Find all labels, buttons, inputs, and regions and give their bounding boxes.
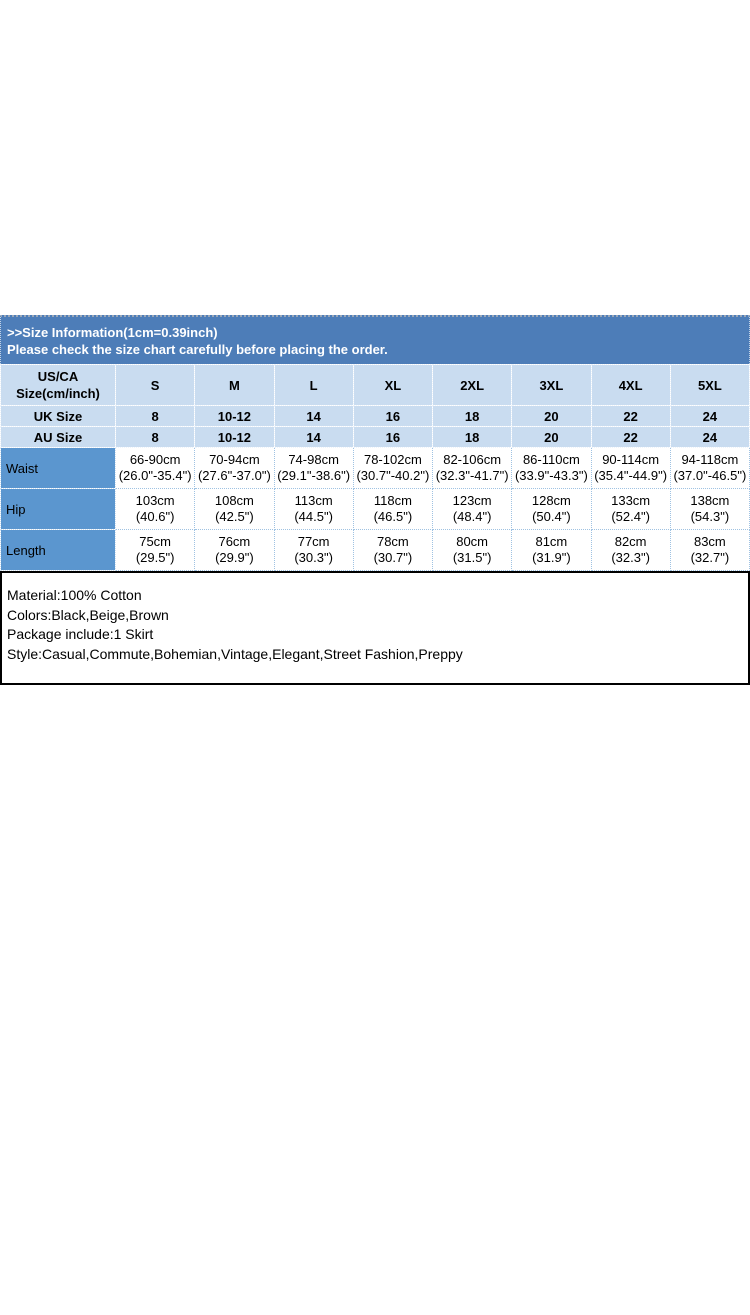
- measure-value-cm: 75cm: [139, 534, 172, 549]
- uk-size-label: UK Size: [1, 406, 116, 427]
- uk-size-row: [1, 406, 750, 427]
- au-size-value: 24: [670, 427, 749, 448]
- size-table: [0, 364, 750, 571]
- measure-value-cell: [274, 448, 353, 489]
- measure-value-cell: [195, 489, 274, 530]
- size-column-header: M: [195, 365, 274, 406]
- measure-value-cell: [116, 530, 195, 571]
- measure-value-cm: 78-102cm: [363, 452, 422, 467]
- uk-size-value: 18: [433, 406, 512, 427]
- uk-size-value: 22: [591, 406, 670, 427]
- measure-value-cm: 80cm: [456, 534, 489, 549]
- measure-value-inch: (29.1"-38.6"): [277, 468, 351, 483]
- measure-value-cell: [195, 530, 274, 571]
- detail-line-material: Material:100% Cotton: [7, 587, 142, 603]
- measure-value-inch: (30.7"): [373, 550, 413, 565]
- au-size-value: 20: [512, 427, 591, 448]
- measure-value-inch: (42.5"): [215, 509, 254, 524]
- measure-value-cm: 103cm: [135, 493, 175, 508]
- measure-value-cm: 108cm: [214, 493, 254, 508]
- measure-value-inch: (33.9"-43.3"): [514, 468, 588, 483]
- measure-row-hip: [1, 489, 750, 530]
- measure-label: Length: [1, 530, 116, 571]
- measure-value-cell: [591, 489, 670, 530]
- measure-row-waist: [1, 448, 750, 489]
- measure-value-cell: [670, 530, 749, 571]
- product-details-box: [0, 571, 750, 685]
- measure-value-cm: 66-90cm: [129, 452, 181, 467]
- measure-value-inch: (54.3"): [690, 509, 730, 524]
- measure-value-cm: 113cm: [294, 493, 333, 508]
- measure-value-inch: (26.0"-35.4"): [118, 468, 192, 483]
- measure-value-inch: (31.5"): [452, 550, 492, 565]
- measure-value-cell: [670, 448, 749, 489]
- measure-value-inch: (32.7"): [690, 550, 730, 565]
- size-info-banner: [0, 315, 750, 364]
- measure-value-cm: 90-114cm: [602, 452, 660, 467]
- measure-value-cell: [591, 448, 670, 489]
- measure-value-cell: [274, 489, 353, 530]
- uk-size-value: 10-12: [195, 406, 274, 427]
- au-size-value: 22: [591, 427, 670, 448]
- measure-value-cm: 86-110cm: [522, 452, 580, 467]
- corner-header-line-1: US/CA: [37, 369, 79, 384]
- measure-value-inch: (46.5"): [373, 509, 413, 524]
- measure-value-cm: 133cm: [611, 493, 651, 508]
- au-size-value: 10-12: [195, 427, 274, 448]
- measure-value-inch: (31.9"): [532, 550, 571, 565]
- banner-line-1: >>Size Information(1cm=0.39inch): [7, 325, 218, 340]
- measure-value-inch: (29.5"): [135, 550, 175, 565]
- size-column-header: 4XL: [591, 365, 670, 406]
- measure-value-inch: (37.0"-46.5"): [673, 468, 747, 483]
- uk-size-value: 8: [116, 406, 195, 427]
- measure-value-inch: (29.9"): [215, 550, 254, 565]
- measure-value-cell: [116, 489, 195, 530]
- size-info-sheet: [0, 315, 750, 685]
- measure-value-inch: (30.7"-40.2"): [356, 468, 430, 483]
- measure-value-cm: 76cm: [218, 534, 251, 549]
- measure-value-inch: (52.4"): [611, 509, 650, 524]
- measure-value-cell: [512, 448, 591, 489]
- measure-value-cm: 118cm: [373, 493, 412, 508]
- measure-value-cell: [116, 448, 195, 489]
- measure-value-inch: (27.6"-37.0"): [197, 468, 271, 483]
- measure-value-inch: (32.3"): [611, 550, 650, 565]
- measure-value-cm: 78cm: [376, 534, 409, 549]
- measure-value-cm: 82-106cm: [443, 452, 502, 467]
- au-size-value: 16: [353, 427, 432, 448]
- measure-value-cm: 74-98cm: [288, 452, 339, 467]
- banner-line-2: Please check the size chart carefully before placing the order.: [7, 342, 388, 357]
- size-column-header: 2XL: [433, 365, 512, 406]
- measure-value-cm: 70-94cm: [209, 452, 260, 467]
- measure-value-cell: [353, 448, 432, 489]
- detail-line-style: Style:Casual,Commute,Bohemian,Vintage,Elegant,Street Fashion,Preppy: [7, 645, 463, 662]
- measure-value-inch: (35.4"-44.9"): [594, 468, 668, 483]
- uk-size-value: 16: [353, 406, 432, 427]
- measure-value-cell: [591, 530, 670, 571]
- measure-value-cell: [433, 448, 512, 489]
- corner-header-line-2: Size(cm/inch): [16, 386, 100, 401]
- detail-line-colors: Colors:Black,Beige,Brown: [7, 606, 169, 623]
- detail-line-package: Package include:1 Skirt: [7, 626, 154, 642]
- measure-value-cm: 77cm: [297, 534, 330, 549]
- au-size-row: [1, 427, 750, 448]
- au-size-value: 8: [116, 427, 195, 448]
- measure-value-cell: [512, 489, 591, 530]
- au-size-label: AU Size: [1, 427, 116, 448]
- size-header-row: [1, 365, 750, 406]
- size-column-header: L: [274, 365, 353, 406]
- size-column-header: 5XL: [670, 365, 749, 406]
- measure-value-cm: 94-118cm: [681, 452, 739, 467]
- uk-size-value: 24: [670, 406, 749, 427]
- size-column-header: XL: [353, 365, 432, 406]
- measure-value-inch: (30.3"): [294, 550, 333, 565]
- measure-value-cm: 138cm: [690, 493, 730, 508]
- measure-value-inch: (48.4"): [452, 509, 492, 524]
- measure-value-cm: 123cm: [452, 493, 492, 508]
- measure-label: Waist: [1, 448, 116, 489]
- au-size-value: 18: [433, 427, 512, 448]
- measure-value-cell: [353, 489, 432, 530]
- measure-value-cm: 83cm: [693, 534, 726, 549]
- measure-value-inch: (40.6"): [135, 509, 175, 524]
- measure-value-cm: 82cm: [614, 534, 647, 549]
- measure-value-cell: [353, 530, 432, 571]
- measure-label: Hip: [1, 489, 116, 530]
- au-size-value: 14: [274, 427, 353, 448]
- measure-value-inch: (44.5"): [294, 509, 333, 524]
- measure-value-cm: 81cm: [535, 534, 568, 549]
- uk-size-value: 20: [512, 406, 591, 427]
- uk-size-value: 14: [274, 406, 353, 427]
- measure-value-cell: [433, 530, 512, 571]
- corner-header-cell: [1, 365, 116, 406]
- measure-value-cell: [195, 448, 274, 489]
- measure-value-cell: [433, 489, 512, 530]
- measure-value-cell: [274, 530, 353, 571]
- measure-row-length: [1, 530, 750, 571]
- measure-value-cm: 128cm: [531, 493, 571, 508]
- measure-value-cell: [670, 489, 749, 530]
- size-column-header: S: [116, 365, 195, 406]
- size-column-header: 3XL: [512, 365, 591, 406]
- measure-value-cell: [512, 530, 591, 571]
- measure-value-inch: (50.4"): [532, 509, 571, 524]
- measure-value-inch: (32.3"-41.7"): [435, 468, 509, 483]
